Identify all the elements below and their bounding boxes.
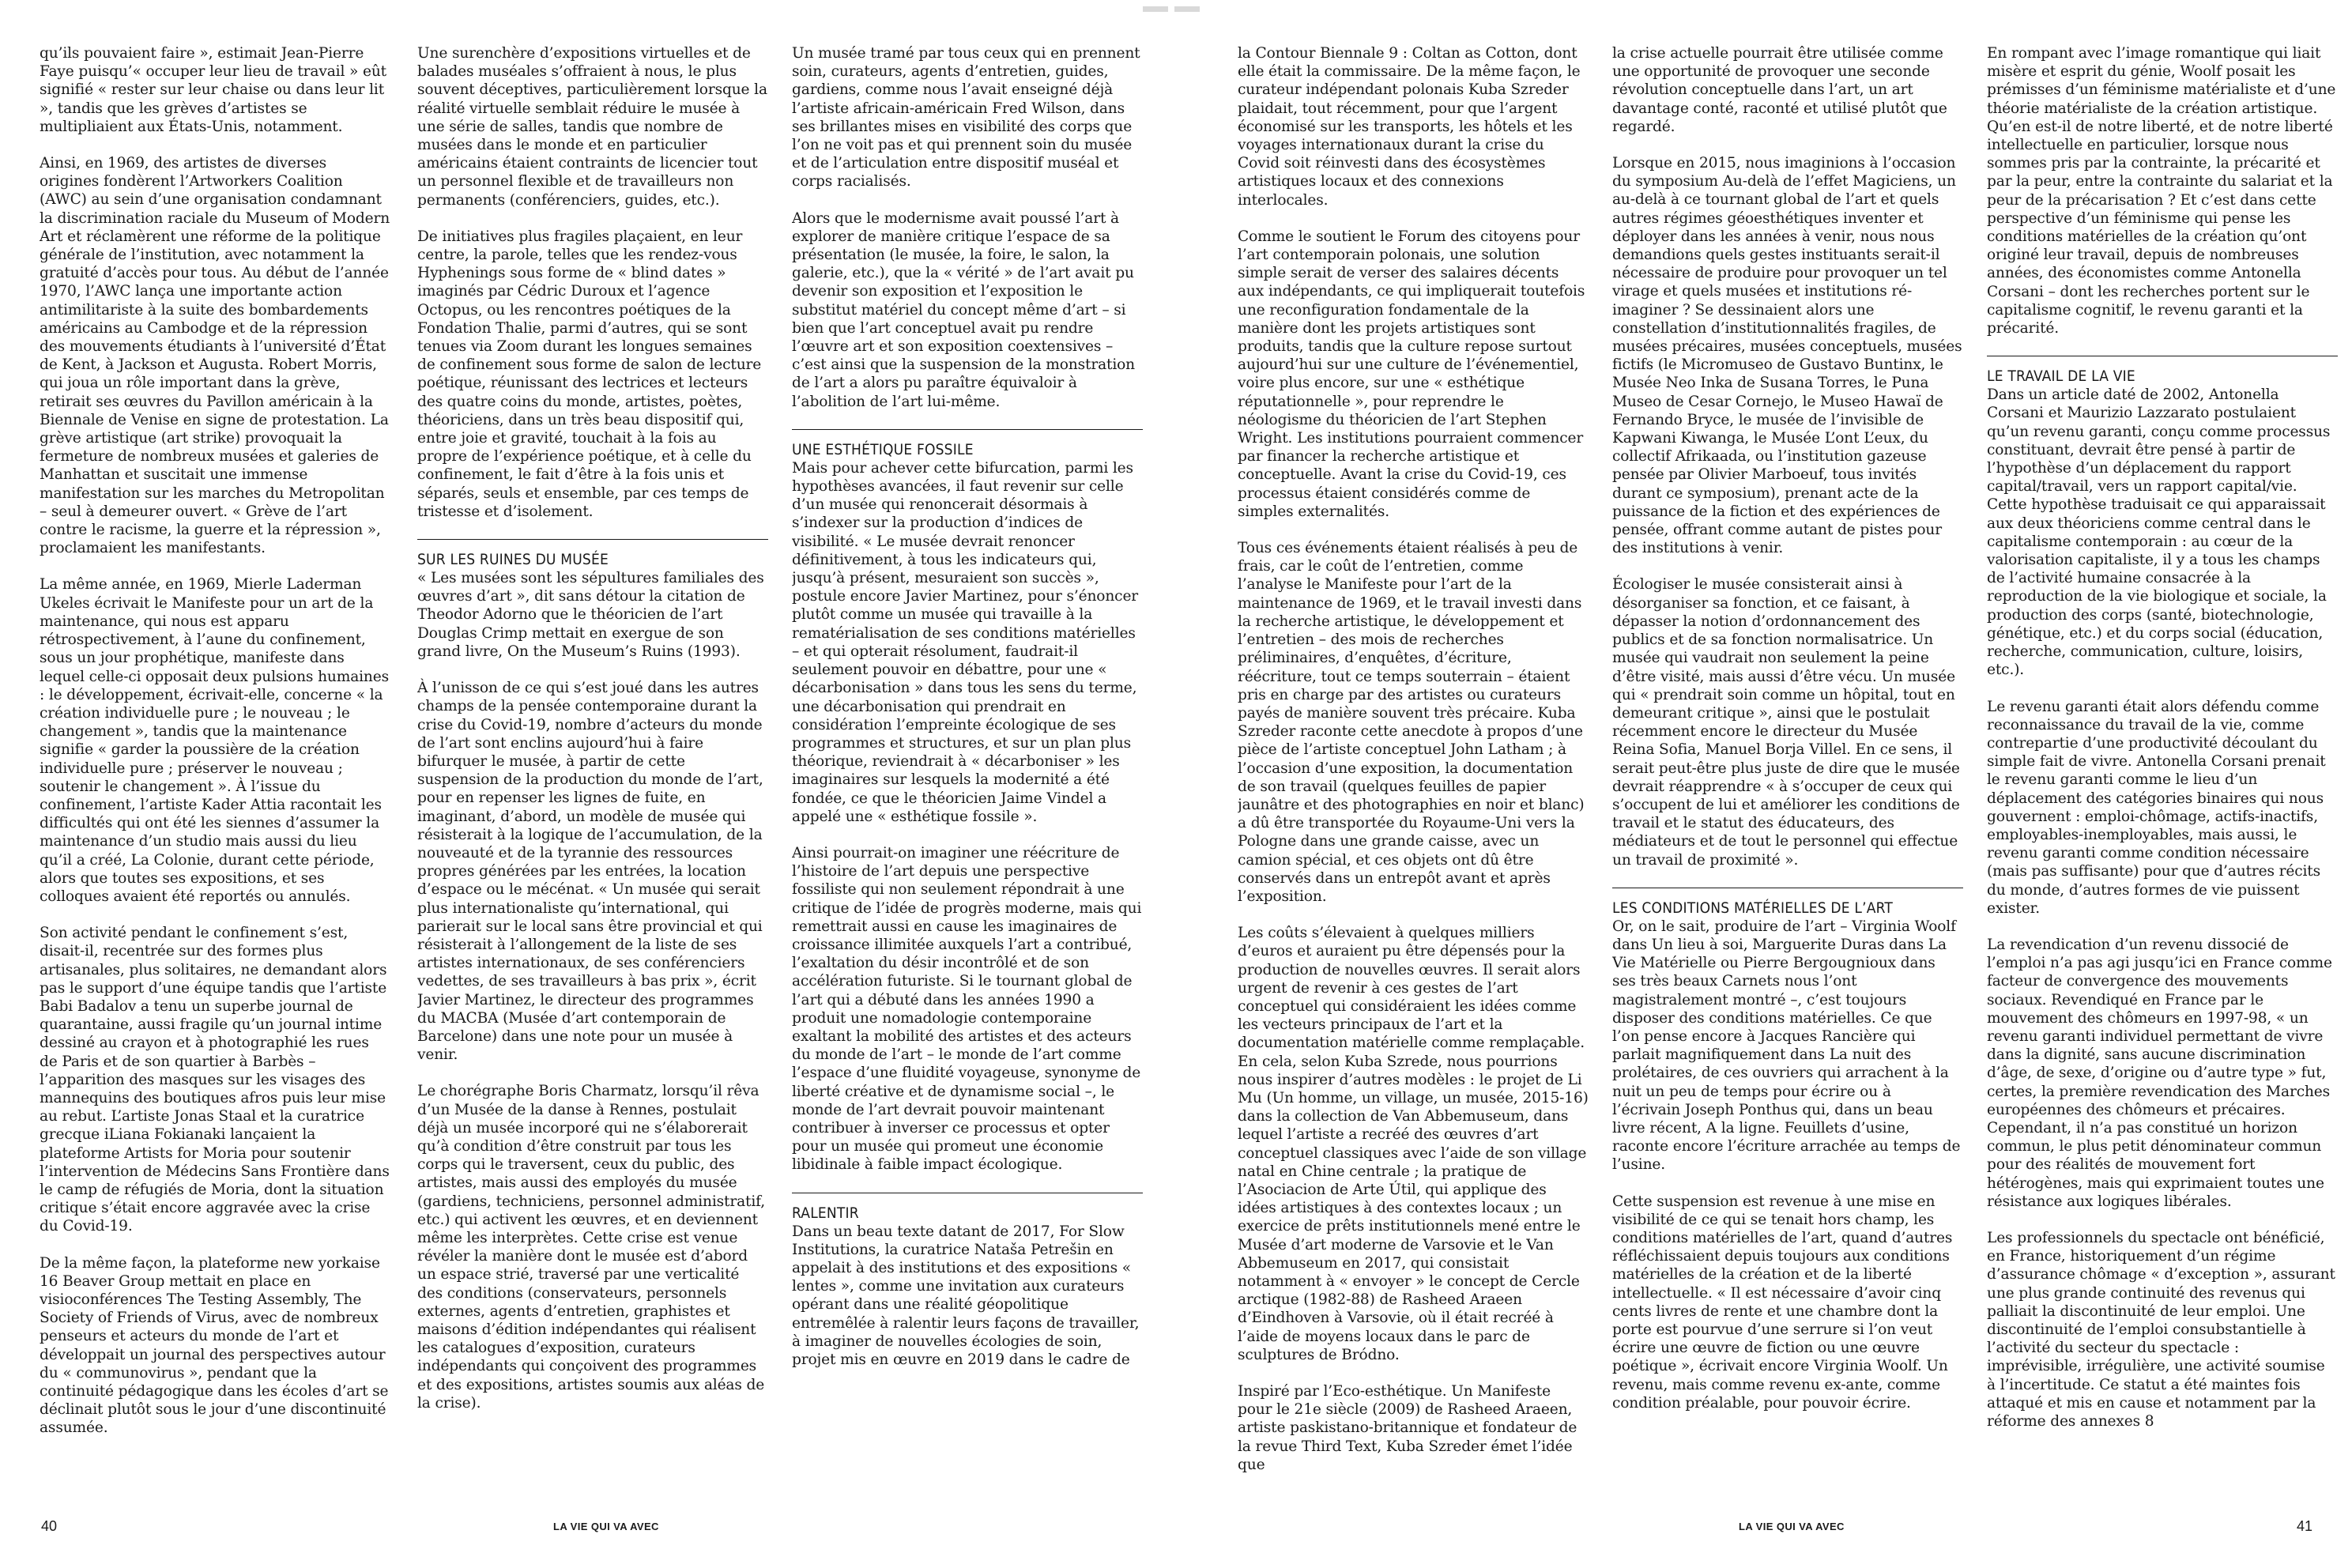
section: [1987, 356, 2338, 1430]
column-6: [1987, 44, 2338, 1514]
body-paragraph: En rompant avec l’image romantique qui liait misère et esprit du génie, Woolf posait les prémisses d’un féminisme matérialiste et d’une théorie matérialiste de la création artistique. Qu’en est-il de notre liberté, et de notre liberté intellectuelle en particulier, lorsque nous sommes pris par la contrainte, la précarité et par la peur, entre la contrainte du salariat et la peur de la précarisation ? Et c’est dans cette perspective d’un féminisme qui pense les conditions matérielles de la création qu’ont originé leur travail, depuis de nombreuses années, des économistes comme Antonella Corsani – dont les recherches portent sur le capitalisme cognitif, le revenu garanti et la précarité.: [1987, 45, 2336, 337]
body-paragraph: Ainsi pourrait-on imaginer une réécriture de l’histoire de l’art depuis une perspective fossiliste qui non seulement répondrait à une critique de l’idée de progrès moderne, mais qui remettrait aussi en cause les imaginaires de croissance illimitée auxquels l’art a contribué, l’exaltation du désir incontrôlé et de son accélération futuriste. Si le tournant global de l’art qui a débuté dans les années 1990 a produit une nomadologie contemporaine exaltant la mobilité des artistes et des acteurs du monde de l’art – le monde de l’art comme l’espace d’une fluidité voyageuse, synonyme de liberté créative et de dynamisme social –, le monde de l’art devrait pouvoir maintenant contribuer à inverser ce processus et opter pour un musée qui promeut une économie libidinale à faible impact écologique.: [792, 844, 1142, 1174]
body-paragraph: Inspiré par l’Eco-esthétique. Un Manifeste pour le 21e siècle (2009) de Rasheed Araeen, artiste paskistano-britannique et fondateur de la revue Third Text, Kuba Szreder émet l’idée que: [1238, 1383, 1577, 1473]
body-paragraph: La revendication d’un revenu dissocié de l’emploi n’a pas agi jusqu’ici en France comme facteur de convergence des mouvements sociaux. Revendiqué en France par le mouvement des chômeurs en 1997-98, « un revenu garanti individuel permettant de vivre dans la dignité, sans aucune discrimination d’âge, de sexe, d’origine ou d’autre type » fut, certes, la première revendication des Marches européennes des chômeurs et précaires. Cependant, il n’a pas constitué un horizon commun, le plus petit dénominateur commun pour des réalités de mouvement fort hétérogènes, mais qui exprimaient toutes une résistance aux logiques libérales.: [1987, 936, 2332, 1210]
section-heading: RALENTIR: [792, 1204, 859, 1222]
body-paragraph: Les professionnels du spectacle ont bénéficié, en France, historiquement d’un régime d’assurance chômage « d’exception », assurant une plus grande continuité des revenus qui palliait la discontinuité de leur emploi. Une discontinuité de l’emploi consubstantielle à l’activité du secteur du spectacle : imprévisible, irrégulière, une activité soumise à l’incertitude. Ce statut a été maintes fois attaqué et mis en cause et notamment par la réforme des annexes 8: [1987, 1229, 2335, 1430]
body-paragraph: Le chorégraphe Boris Charmatz, lorsqu’il rêva d’un Musée de la danse à Rennes, postulait déjà un musée incorporé qui ne s’élaborerait qu’à condition d’être construit par tous les corps qui le traversent, ceux du public, des artistes, mais aussi des employés du musée (gardiens, techniciens, personnel administratif, etc.) qui activent les œuvres, et en deviennent même les interprètes. Cette crise est venue révéler la manière dont le musée est d’abord un espace strié, traversé par une verticalité des conditions (conservateurs, personnels externes, agents d’entretien, graphistes et maisons d’édition indépendantes qui réalisent les catalogues d’exposition, curateurs indépendants qui conçoivent des programmes et des expositions, artistes soumis aux aléas de la crise).: [417, 1083, 765, 1412]
body-paragraph: Cette suspension est revenue à une mise en visibilité de ce qui se tenait hors champ, les conditions matérielles de l’art, quand d’autres réfléchissaient depuis toujours aux conditions matérielles de la création et de la liberté intellectuelle. « Il est nécessaire d’avoir cinq cents livres de rente et une chambre dont la porte est pourvue d’une serrure si l’on veut écrire une œuvre de fiction ou une œuvre poétique », écrivait encore Virginia Woolf. Un revenu, mais comme revenu ex-ante, comme condition préalable, pour pouvoir écrire.: [1612, 1193, 1953, 1412]
section-heading: LES CONDITIONS MATÉRIELLES DE L’ART: [1612, 899, 1893, 917]
gutter-marks: [1143, 0, 1209, 6]
section: [417, 539, 768, 1412]
body-paragraph: qu’ils pouvaient faire », estimait Jean-Pierre Faye puisqu’« occuper leur lieu de travail » eût signifié « rester sur leur chaise ou dans leur lit », tandis que les grèves d’artistes se multipliaient aux États-Unis, notamment.: [40, 45, 386, 135]
body-paragraph: « Les musées sont les sépultures familiales des œuvres d’art », dit sans détour la citation de Theodor Adorno que le théoricien de l’art Douglas Crimp mettait en exergue de son grand livre, On the Museum’s Ruins (1993).: [417, 570, 764, 660]
section-heading: UNE ESTHÉTIQUE FOSSILE: [792, 440, 974, 458]
section-heading: SUR LES RUINES DU MUSÉE: [417, 551, 609, 569]
page-number-left: 40: [41, 1518, 58, 1534]
body-paragraph: Dans un beau texte datant de 2017, For Slow Institutions, la curatrice Nataša Petrešin en appelait à des institutions et des expositions « lentes », comme une invitation aux curateurs opérant dans une réalité géopolitique entremêlée à ralentir leurs façons de travailler, à imaginer de nouvelles écologies de soin, projet mis en œuvre en 2019 dans le cadre de: [792, 1223, 1140, 1368]
body-paragraph: De initiatives plus fragiles plaçaient, en leur centre, la parole, telles que les rendez-vous Hyphenings sous forme de « blind dates » imaginés par Cédric Duroux et l’agence Octopus, ou les rencontres poétiques de la Fondation Thalie, parmi d’autres, qui se sont tenues via Zoom durant les longues semaines de confinement sous forme de salon de lecture poétique, réunissant des lectrices et lecteurs des quatre coins du monde, artistes, poètes, théoriciens, dans un très beau dispositif qui, entre joie et gravité, touchait à la fois au propre de l’expérience poétique, et à celle du confinement, le fait d’être à la fois unis et séparés, seuls et ensemble, par ces temps de tristesse et d’isolement.: [417, 228, 762, 520]
section: [1612, 888, 1963, 1412]
body-paragraph: Lorsque en 2015, nous imaginions à l’occasion du symposium Au-delà de l’effet Magiciens, un au-delà à ce tournant global de l’art et quels autres régimes géoesthétiques inventer et déployer dans les années à venir, nous nous demandions quels gestes instituants serait-il nécessaire de produire pour provoquer un tel virage et quels musées et institutions ré-imaginer ? Se dessinaient alors une constellation d’institutionnalités fragiles, de musées précaires, musées conceptuels, musées fictifs (le Micromuseo de Gustavo Buntinx, le Musée Neo Inka de Susana Torres, le Puna Museo de Cesar Cornejo, le Museo Hawaï de Fernando Bryce, le musée de l’invisible de Kapwani Kiwanga, le Musée L’ont L’eux, du collectif Afrikaada, ou l’institution gazeuse pensée par Olivier Marboeuf, tous invités durant ce symposium), prenant acte de la puissance de la fiction et des expériences de pensée, offrant comme autant de pistes pour des institutions à venir.: [1612, 155, 1962, 557]
page-number-right: 41: [2297, 1518, 2313, 1534]
body-paragraph: Les coûts s’élevaient à quelques milliers d’euros et auraient pu être dépensés pour la production de nouvelles œuvres. Il serait alors urgent de revenir à ces gestes de l’art conceptuel qui considéraient les idées comme les vecteurs principaux de l’art et la documentation matérielle comme remplaçable. En cela, selon Kuba Szrede, nous pourrions nous inspirer d’autres modèles : le projet de Li Mu (Un homme, un village, un musée, 2015-16) dans la collection de Van Abbemuseum, dans lequel l’artiste a recréé des œuvres d’art conceptuel classiques avec l’aide de son village natal en Chine centrale ; la pratique de l’Asociacion de Arte Útil, qui applique des idées artistiques à des contextes locaux ; un exercice de prêts institutionnels mené entre le Musée d’art moderne de Varsovie et le Van Abbemuseum en 2017, qui consistait notamment à « envoyer » le concept de Cercle arctique (1982-88) de Rasheed Araeen d’Eindhoven à Varsovie, où il était recréé à l’aide de moyens locaux dans le parc de sculptures de Bródno.: [1238, 925, 1589, 1363]
body-paragraph: Dans un article daté de 2002, Antonella Corsani et Maurizio Lazzarato postulaient qu’un revenu garanti, conçu comme processus constituant, devrait être pensé à partir de l’hypothèse d’un déplacement du rapport capital/travail, vers un rapport capital/vie. Cette hypothèse traduisait ce qui apparaissait aux deux théoriciens comme central dans le capitalisme contemporain : au cœur de la valorisation capitaliste, il y a tous les champs de l’activité humaine consacrée à la reproduction de la vie biologique et sociale, la production des corps (santé, biotechnologie, génétique, etc.) et du corps social (éducation, recherche, communication, culture, loisirs, etc.).: [1987, 386, 2331, 679]
body-paragraph: Son activité pendant le confinement s’est, disait-il, recentrée sur des formes plus artisanales, plus solitaires, ne demandant alors pas le support d’une équipe tandis que l’artiste Babi Badalov a tenu un superbe journal de quarantaine, aussi fragile qu’un journal intime dessiné au crayon et à photographié les rues de Paris et de son quartier à Barbès – l’apparition des masques sur les visages des mannequins des boutiques afros puis leur mise au rebut. L’artiste Jonas Staal et la curatrice grecque iLiana Fokianaki lançaient la plateforme Artists for Moria pour soutenir l’intervention de Médecins Sans Frontière dans le camp de réfugiés de Moria, dont la situation critique s’était encore aggravée avec la crise du Covid-19.: [40, 925, 390, 1235]
section: [792, 429, 1143, 1174]
running-title-left: LA VIE QUI VA AVEC: [553, 1521, 659, 1532]
column-3: [792, 44, 1143, 1514]
body-paragraph: Écologiser le musée consisterait ainsi à désorganiser sa fonction, et ce faisant, à dépasser la notion d’ordonnancement des publics et de sa fonction normalisatrice. Un musée qui vaudrait non seulement la peine d’être visité, mais aussi d’être vécu. Un musée qui « prendrait soin comme un hôpital, tout en demeurant critique », ainsi que le postulait récemment encore le directeur du Musée Reina Sofia, Manuel Borja Villel. En ce sens, il serait peut-être plus juste de dire que le musée devrait réapprendre « à s’occuper de ceux qui s’occupent de lui et améliorer les conditions de travail et le statut des éducateurs, des médiateurs et de tout le personnel qui effectue un travail de proximité ».: [1612, 576, 1960, 869]
body-paragraph: Le revenu garanti était alors défendu comme reconnaissance du travail de la vie, comme contrepartie d’une productivité découlant du simple fait de vivre. Antonella Corsani prenait le revenu garanti comme le lieu d’un déplacement des catégories binaires qui nous gouvernent : emploi-chômage, actifs-inactifs, employables-inemployables, mais aussi, le revenu garanti comme condition nécessaire (mais pas suffisante) pour que d’autres récits du monde, d’autres formes de vie puissent exister.: [1987, 698, 2326, 917]
running-title-right: LA VIE QUI VA AVEC: [1739, 1521, 1845, 1532]
column-1: [40, 44, 390, 1514]
body-paragraph: Une surenchère d’expositions virtuelles et de balades muséales s’offraient à nous, le plus souvent déceptives, particulièrement lorsque la réalité virtuelle semblait réduire le musée à une série de salles, tandis que nombre de musées dans le monde et en particulier américains étaient contraints de licencier tout un personnel flexible et de travailleurs non permanents (conférenciers, guides, etc.).: [417, 45, 767, 209]
body-paragraph: De la même façon, la plateforme new yorkaise 16 Beaver Group mettait en place en visioconférences The Testing Assembly, The Society of Friends of Virus, avec de nombreux penseurs et acteurs du monde de l’art et développait un journal des perspectives autour du « communovirus », pendant que la continuité pédagogique dans les écoles d’art se déclinait plutôt sous le jour d’une discontinuité assumée.: [40, 1254, 389, 1437]
body-paragraph: Tous ces événements étaient réalisés à peu de frais, car le coût de l’entretien, comme l’analyse le Manifeste pour l’art de la maintenance de 1969, et le travail investi dans la recherche artistique, le développement et l’entretien – des mois de recherches préliminaires, d’enquêtes, d’écriture, réécriture, tout ce temps souterrain – étaient pris en charge par des artistes ou curateurs payés de manière souvent très précaire. Kuba Szreder raconte cette anecdote à propos d’une pièce de l’artiste conceptuel John Latham ; à l’occasion d’une exposition, la documentation de son travail (quelques feuilles de papier jaunâtre et des photographies en noir et blanc) a dû être transportée du Royaume-Uni vers la Pologne dans une grande caisse, avec un camion spécial, et ces objets ont dû être conservés dans un entrepôt avant et après l’exposition.: [1238, 540, 1585, 905]
column-4: [1238, 44, 1589, 1514]
section-heading: LE TRAVAIL DE LA VIE: [1987, 368, 2135, 386]
body-paragraph: Un musée tramé par tous ceux qui en prennent soin, curateurs, agents d’entretien, guides, gardiens, comme nous l’avait enseigné déjà l’artiste africain-américain Fred Wilson, dans ses brillantes mises en visibilité des corps que l’on ne voit pas et qui prennent soin du musée et de l’articulation entre dispositif muséal et corps racialisés.: [792, 45, 1140, 190]
column-5: [1612, 44, 1963, 1514]
body-paragraph: La même année, en 1969, Mierle Laderman Ukeles écrivait le Manifeste pour un art de la maintenance, qui nous est apparu rétrospectivement, à l’aune du confinement, sous un jour prophétique, manifeste dans lequel celle-ci opposait deux pulsions humaines : le développement, écrivait-elle, concerne « la création individuelle pure ; le nouveau ; le changement », tandis que la maintenance signifie « garder la poussière de la création individuelle pure ; préserver le nouveau ; soutenir le changement ». À l’issue du confinement, l’artiste Kader Attia racontait les difficultés qui ont été les siennes d’assumer la maintenance d’un studio mais aussi du lieu qu’il a créé, La Colonie, durant cette période, alors que toutes ses expositions, et ses colloques avaient été reportés ou annulés.: [40, 576, 390, 905]
body-paragraph: À l’unisson de ce qui s’est joué dans les autres champs de la pensée contemporaine durant la crise du Covid-19, nombre d’acteurs du monde de l’art sont enclins aujourd’hui à faire bifurquer le musée, à partir de cette suspension de la production du monde de l’art, pour en repenser les lignes de fuite, en imaginant, d’abord, un modèle de musée qui résisterait à la logique de l’accumulation, de la nouveauté et de la tyrannie des ressources propres générées par les entrées, la location d’espace ou le mécénat. « Un musée qui serait plus internationaliste qu’international, qui parierait sur le local sans être provincial et qui résisterait à l’allongement de la liste de ses artistes internationaux, de ses conférenciers vedettes, de ses travailleurs à bas prix », écrit Javier Martinez, le directeur des programmes du MACBA (Musée d’art contemporain de Barcelone) dans une note pour un musée à venir.: [417, 680, 763, 1064]
body-paragraph: Ainsi, en 1969, des artistes de diverses origines fondèrent l’Artworkers Coalition (AWC) au sein d’une organisation condamnant la discrimination raciale du Museum of Modern Art et réclamèrent une réforme de la politique générale de l’institution, avec notamment la gratuité d’accès pour tous. Au début de l’année 1970, l’AWC lança une importante action antimilitariste à la suite des bombardements américains au Cambodge et de la répression des mouvements étudiants à l’université d’État de Kent, à Jackson et Augusta. Robert Morris, qui joua un rôle important dans la grève, retirait ses œuvres du Pavillon américain à la Biennale de Venise en signe de protestation. La grève artistique (art strike) provoquait la fermeture de nombreux musées et galeries de Manhattan et suscitait une immense manifestation sur les marches du Metropolitan – seul à demeurer ouvert. « Grève de l’art contre le racisme, la guerre et la répression », proclamaient les manifestants.: [40, 155, 390, 557]
body-paragraph: la Contour Biennale 9 : Coltan as Cotton, dont elle était la commissaire. De la même façon, le curateur indépendant polonais Kuba Szreder plaidait, tout récemment, pour que l’argent économisé sur les transports, les hôtels et les voyages internationaux durant la crise du Covid soit réinvesti dans des écosystèmes artistiques locaux et des connexions interlocales.: [1238, 45, 1581, 209]
column-2: [417, 44, 768, 1514]
section: [792, 1193, 1143, 1370]
body-paragraph: Or, on le sait, produire de l’art – Virginia Woolf dans Un lieu à soi, Marguerite Duras dans La Vie Matérielle ou Pierre Bergougnioux dans ses très beaux Carnets nous l’ont magistralement montré –, c’est toujours disposer des conditions matérielles. Ce que l’on pense encore à Jacques Rancière qui parlait magnifiquement dans La nuit des prolétaires, de ces ouvriers qui arrachent à la nuit un peu de temps pour écrire ou à l’écrivain Joseph Ponthus qui, dans un beau livre récent, A la ligne. Feuillets d’usine, raconte encore l’écriture arrachée au temps de l’usine.: [1612, 918, 1961, 1174]
body-paragraph: Comme le soutient le Forum des citoyens pour l’art contemporain polonais, une solution simple serait de verser des salaires décents aux indépendants, ce qui impliquerait toutefois une reconfiguration fondamentale de la manière dont les projets artistiques sont produits, tandis que la culture repose surtout aujourd’hui sur une culture de l’événementiel, voire plus encore, sur une « esthétique réputationnelle », pour reprendre le néologisme du théoricien de l’art Stephen Wright. Les institutions pourraient commencer par financer la recherche artistique et conceptuelle. Avant la crise du Covid-19, ces processus étaient considérés comme de simples externalités.: [1238, 228, 1585, 520]
body-paragraph: Alors que le modernisme avait poussé l’art à explorer de manière critique l’espace de sa présentation (le musée, la foire, le salon, la galerie, etc.), que la « vérité » de l’art avait pu devenir son exposition et l’exposition le substitut matériel du concept même d’art – si bien que l’art conceptuel avait pu rendre l’œuvre art et son exposition coextensives – c’est ainsi que la suspension de la monstration de l’art a alors pu paraître équivaloir à l’abolition de l’art lui-même.: [792, 209, 1135, 410]
body-paragraph: Mais pour achever cette bifurcation, parmi les hypothèses avancées, il faut revenir sur celle d’un musée qui renoncerait désormais à s’indexer sur la production d’indices de visibilité. « Le musée devrait renoncer définitivement, à tous les indicateurs qui, jusqu’à présent, mesuraient son succès », postule encore Javier Martinez, pour s’énoncer plutôt comme un musée qui travaille à la rematérialisation de ses conditions matérielles – et qui opterait résolument, faudrait-il seulement pouvoir en débattre, pour une « décarbonisation » dans tous les sens du terme, une décarbonisation qui prendrait en considération l’empreinte écologique de ses programmes et structures, et sur un plan plus théorique, reviendrait à « décarboniser » les imaginaires sur lesquels la modernité a été fondée, ce que le théoricien Jaime Vindel a appelé une « esthétique fossile ».: [792, 459, 1139, 825]
body-paragraph: la crise actuelle pourrait être utilisée comme une opportunité de provoquer une seconde révolution conceptuelle dans l’art, un art davantage conté, raconté et utilisé plutôt que regardé.: [1612, 45, 1947, 135]
